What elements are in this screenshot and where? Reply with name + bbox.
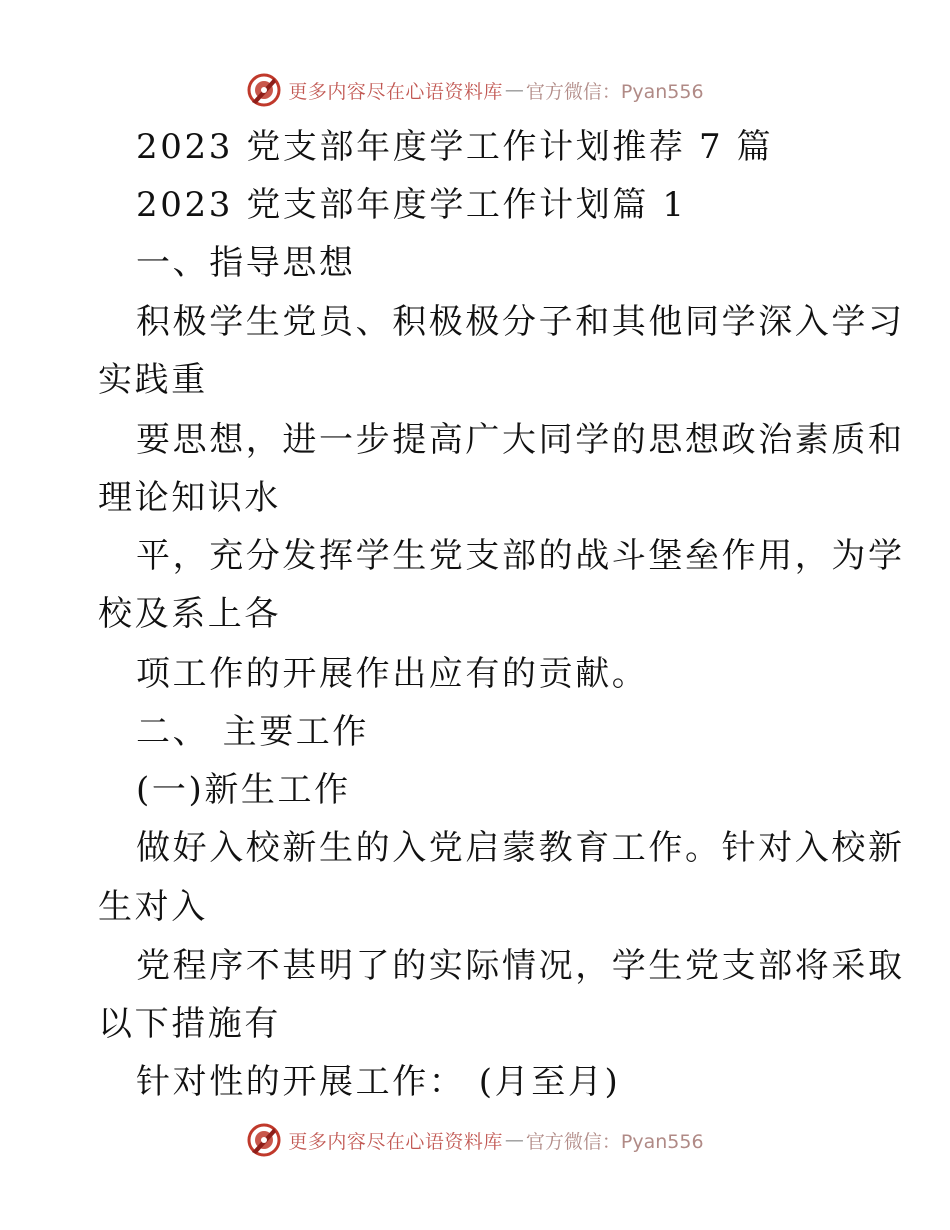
section-heading: 一、指导思想 — [136, 243, 356, 283]
paragraph-line: 校及系上各 — [98, 594, 281, 634]
paragraph-line: 积极学生党员、积极极分子和其他同学深入学习 — [136, 302, 905, 342]
section-heading: 二、 主要工作 — [136, 712, 370, 752]
paragraph-line: 要思想，进一步提高广大同学的思想政治素质和 — [136, 420, 905, 460]
section-heading: 2023 党支部年度学工作计划篇 1 — [136, 185, 687, 225]
watermark-contact: 官方微信：Pyan556 — [525, 80, 704, 103]
paragraph-line: 党程序不甚明了的实际情况，学生党支部将采取 — [136, 946, 905, 986]
red-quill-logo-icon — [246, 1122, 282, 1158]
watermark-text: 更多内容尽在心语资料库 — [288, 1130, 503, 1153]
watermark-dash: — — [504, 1129, 524, 1151]
paragraph-line: 针对性的开展工作： (月至月) — [136, 1062, 621, 1102]
header-watermark — [0, 70, 950, 110]
subsection-heading: (一)新生工作 — [136, 770, 351, 810]
paragraph-line: 理论知识水 — [98, 478, 281, 518]
watermark-text: 更多内容尽在心语资料库 — [288, 80, 503, 103]
watermark-dash: — — [504, 79, 524, 101]
paragraph-line: 做好入校新生的入党启蒙教育工作。针对入校新 — [136, 828, 905, 868]
footer-watermark — [0, 1120, 950, 1160]
paragraph-line: 以下措施有 — [98, 1004, 281, 1044]
paragraph-line: 实践重 — [98, 360, 208, 400]
paragraph-line: 平，充分发挥学生党支部的战斗堡垒作用，为学 — [136, 536, 905, 576]
document-title: 2023 党支部年度学工作计划推荐 7 篇 — [136, 127, 774, 167]
paragraph-line: 生对入 — [98, 887, 208, 927]
paragraph-line: 项工作的开展作出应有的贡献。 — [136, 654, 649, 694]
watermark-contact: 官方微信：Pyan556 — [525, 1130, 704, 1153]
red-quill-logo-icon — [246, 72, 282, 108]
